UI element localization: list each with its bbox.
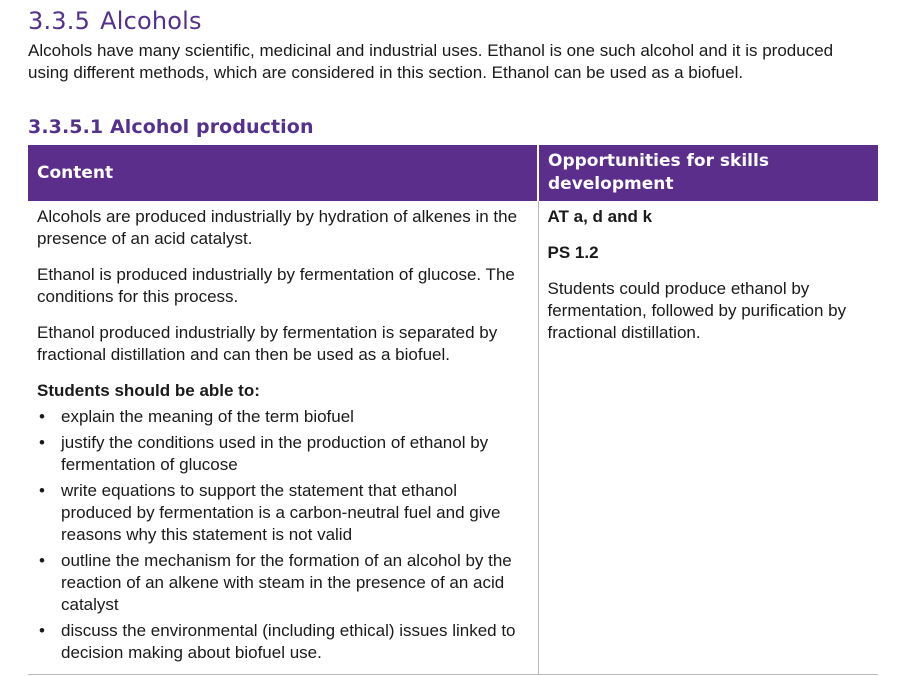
list-item-text: explain the meaning of the term biofuel [61, 407, 354, 426]
table-header-row [28, 145, 878, 201]
list-item-text: discuss the environmental (including ethical) issues linked to decision making about biofuel use. [61, 621, 516, 662]
bullet-icon: • [39, 433, 45, 452]
opportunities-cell [538, 201, 878, 675]
section-intro: Alcohols have many scientific, medicinal and industrial uses. Ethanol is one such alcohol and it is produced using different methods, which are considered in this section. Ethanol can be used as a biofuel. [28, 41, 834, 82]
list-item [37, 550, 529, 616]
table-row [28, 201, 878, 675]
practical-skills-ref: PS 1.2 [547, 243, 599, 262]
bullet-icon: • [39, 621, 45, 640]
section-number: 3.3.5 [28, 7, 91, 35]
section-heading [28, 6, 878, 36]
students-heading: Students should be able to: [37, 381, 260, 400]
content-cell [28, 201, 538, 675]
header-content: Content [28, 145, 538, 201]
bullet-icon: • [39, 481, 45, 500]
section-title: Alcohols [100, 7, 202, 35]
bullet-icon: • [39, 407, 45, 426]
list-item [37, 406, 529, 428]
list-item-text: outline the mechanism for the formation of an alcohol by the reaction of an alkene with steam in the presence of an acid catalyst [61, 551, 512, 614]
content-paragraph: Ethanol is produced industrially by fermentation of glucose. The conditions for this process. [37, 265, 515, 306]
list-item-text: justify the conditions used in the production of ethanol by fermentation of glucose [61, 433, 489, 474]
list-item [37, 620, 529, 664]
content-paragraph: Alcohols are produced industrially by hydration of alkenes in the presence of an acid catalyst. [37, 207, 518, 248]
subsection-title: 3.3.5.1 Alcohol production [28, 116, 314, 138]
header-opportunities: Opportunities for skills development [538, 145, 878, 201]
objectives-list [37, 406, 529, 664]
apparatus-techniques-ref: AT a, d and k [547, 207, 653, 226]
specification-table [28, 145, 878, 675]
list-item-text: write equations to support the statement that ethanol produced by fermentation is a carbon-neutral fuel and give reasons why this statement is not valid [61, 481, 501, 544]
opportunity-description: Students could produce ethanol by fermentation, followed by purification by fractional distillation. [547, 279, 847, 342]
document-page [28, 0, 878, 675]
content-paragraph: Ethanol produced industrially by fermentation is separated by fractional distillation and can then be used as a biofuel. [37, 323, 498, 364]
bullet-icon: • [39, 551, 45, 570]
list-item [37, 480, 529, 546]
list-item [37, 432, 529, 476]
